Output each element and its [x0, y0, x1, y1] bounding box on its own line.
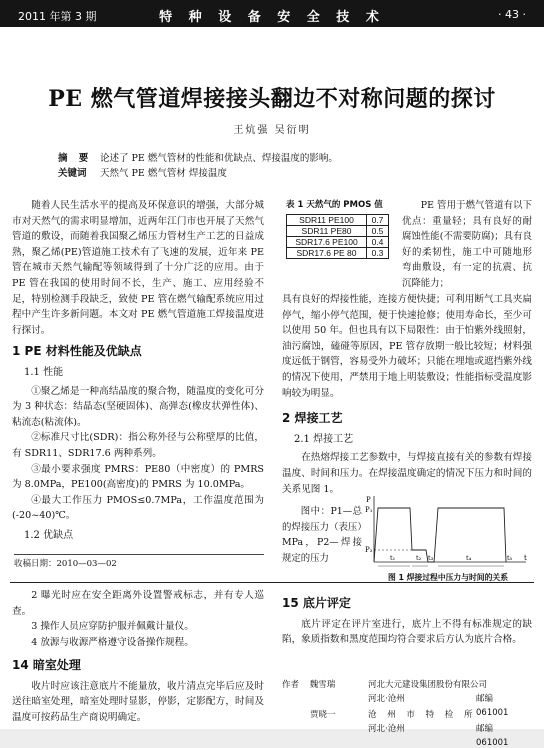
- section-2-heading: 2 焊接工艺: [282, 411, 343, 426]
- postcode-2: 邮编 061001: [476, 724, 509, 748]
- article-authors: 王炕强 吴衍明: [233, 125, 311, 136]
- darkroom-paragraph: 收片时应该注意底片不能量放，收片清点完毕后应及时送往暗室处理，暗室处理时显影，停影，定影配方，时间及温度可按药品生产商说明确定。: [12, 680, 264, 723]
- right-column: [282, 292, 532, 497]
- table-cell-value: 0.3: [367, 248, 389, 259]
- film-evaluation-paragraph: 底片评定在评片室进行，底片上不得有标准规定的缺陷，象质指数和黑度范围均符合要求后方认为底片合格。: [282, 618, 532, 645]
- section-15-heading: 15 底片评定: [282, 596, 351, 610]
- city-1: 河北·沧州: [368, 694, 405, 704]
- author-name-2: 贾晓一: [310, 710, 336, 720]
- author-org-2: [368, 708, 509, 748]
- right-side-text: [402, 198, 532, 292]
- safety-item-4: 4 放源与收源严格遵守设备操作规程。: [31, 636, 194, 648]
- journal-header: [0, 0, 544, 27]
- table-row: [287, 237, 389, 248]
- author-label: 作者: [282, 680, 300, 690]
- welding-paragraph: 在热熔焊接工艺参数中，与焊接直接有关的参数有焊接温度、时间和压力。在焊接温度确定的情况下压力和时间的关系见图 1。: [282, 452, 532, 495]
- postcode-1: 邮编 061001: [476, 694, 509, 718]
- section-1-2-heading: 1.2 优缺点: [24, 529, 74, 541]
- page-number: · 43 ·: [498, 8, 526, 21]
- bottom-left-column: [12, 588, 264, 725]
- received-date: 收稿日期：2010—03—02: [14, 559, 117, 569]
- t5-label: t₅: [507, 554, 513, 562]
- intro-paragraph: 随着人民生活水平的提高及环保意识的增强，大部分城市对天然气的需求明显增加，近两年江门市也开展了天然气管道的敷设，而随着我国聚乙烯压力管材生产工艺的日益成熟，聚乙烯(PE)管道施工技术有了飞速的发展，近年来 PE 管在城市天然气输配等领域得到了十分广泛的应用。由于 PE 管在我国的使用时间不长，生产、施工、应用经验不足，特别检测手段缺乏，致使 PE 管在燃气输配系统应用过程中产生许多新问题。本文对 PE 燃气管道施工焊接温度进行探讨。: [12, 200, 264, 336]
- author-info-2: [310, 708, 336, 722]
- section-1-heading: 1 PE 材料性能及优缺点: [12, 344, 142, 359]
- p1-label: P₁: [365, 506, 373, 514]
- issue-label: 2011 年第 3 期: [18, 10, 97, 23]
- property-item-1: ①聚乙烯是一种高结晶度的聚合物，随温度的变化可分为 3 种状态：结晶态(坚硬固体)、高弹态(橡皮状弹性体)、粘流态(粘流体)。: [12, 385, 264, 428]
- org-name-1: 河北大元建设集团股份有限公司: [368, 680, 488, 690]
- safety-item-2: 2 曝光时应在安全距离外设置警戒标志，并有专人巡查。: [12, 590, 264, 617]
- table-cell-value: 0.4: [367, 237, 389, 248]
- table-cell-name: SDR11 PE80: [287, 226, 367, 237]
- table-cell-name: SDR17.6 PE 80: [287, 248, 367, 259]
- advantages-continued: 具有良好的焊接性能，连接方便快捷；可利用断气工具夹扁停气，缩小停气范围，便于快速抢修；使用寿命长，至少可以使用 50 年。但也具有以下局限性：由于怕紫外线照射，油污腐蚀，磕碰等原因，PE 管存放期一般比较短；材料强度远低于钢管，容易受外力破坏；只能在埋地或遮挡紫外线的情况下使用，严禁用于地上明装敷设；性能指标受温度影响较为明显。: [282, 294, 532, 399]
- journal-title: 特 种 设 备 安 全 技 术: [159, 10, 385, 25]
- author-info-1: [282, 678, 335, 692]
- figure-caption: 图 1 焊接过程中压力与时间的关系: [387, 573, 508, 582]
- table-1: [286, 198, 398, 259]
- keywords-text: 天然气 PE 燃气管材 焊接温度: [100, 168, 227, 179]
- author-name-1: 魏雪瑞: [309, 680, 336, 690]
- keywords-label: 关键词: [58, 168, 87, 179]
- abstract-text: 论述了 PE 燃气管材的性能和优缺点、焊接温度的影响。: [100, 153, 338, 164]
- pmos-table: [286, 214, 389, 259]
- t-axis-label: t: [524, 554, 527, 562]
- property-item-4: ④最大工作压力 PMOS≤0.7MPa，工作温度范围为(-20~40)℃。: [12, 494, 264, 522]
- left-column: [12, 198, 264, 546]
- p-axis-label: P: [366, 496, 371, 504]
- table-cell-name: SDR17.6 PE100: [287, 237, 367, 248]
- table-cell-name: SDR11 PE100: [287, 215, 367, 226]
- city-2: 河北·沧州: [368, 724, 405, 734]
- abstract-label: 摘 要: [58, 153, 93, 164]
- footnote-rule: [14, 554, 264, 555]
- article-separator: [10, 582, 534, 583]
- keywords: [58, 167, 227, 181]
- section-2-1-heading: 2.1 焊接工艺: [294, 433, 354, 445]
- table-row: [287, 248, 389, 259]
- t1-label: t₁: [390, 554, 396, 562]
- org-name-2: 沧 州 市 特 检 所: [368, 710, 477, 720]
- table-cell-value: 0.7: [367, 215, 389, 226]
- article-title: PE 燃气管道焊接接头翻边不对称问题的探讨: [48, 86, 496, 112]
- advantages-paragraph: PE 管用于燃气管道有以下优点：重量轻；具有良好的耐腐蚀性能(不需要防腐)；具有良好的柔韧性，施工中可随地形弯曲敷设，有一定的抗震、抗沉降能力；: [402, 200, 532, 289]
- section-14-heading: 14 暗室处理: [12, 658, 81, 672]
- table-row: [287, 226, 389, 237]
- p2-label: P₂: [365, 546, 373, 554]
- figure-legend: 图中：P1—总的焊接压力（表压）MPa，P2—焊接规定的压力: [282, 506, 362, 564]
- address-2: [368, 722, 509, 748]
- figure-legend-text: [282, 504, 362, 566]
- t2-label: t₂: [416, 554, 422, 562]
- table-cell-value: 0.5: [367, 226, 389, 237]
- safety-item-3: 3 操作人员应穿防护服并佩戴计量仪。: [31, 621, 194, 632]
- table-1-caption: 表 1 天然气的 PMOS 值: [286, 200, 383, 210]
- property-item-2: ②标准尺寸比(SDR)：指公称外径与公称壁厚的比值，有 SDR11、SDR17.6 两种系列。: [12, 432, 264, 459]
- abstract: [58, 152, 338, 166]
- section-1-1-heading: 1.1 性能: [24, 366, 64, 378]
- pressure-time-figure: [364, 490, 532, 570]
- t3-label: t₃: [428, 554, 434, 562]
- t4-label: t₄: [466, 554, 472, 562]
- bottom-right-column: [282, 590, 532, 648]
- property-item-3: ③最小要求强度 PMRS：PE80（中密度）的 PMRS 为 8.0MPa，PE100(高密度)的 PMRS 为 10.0MPa。: [12, 463, 264, 491]
- table-row: [287, 215, 389, 226]
